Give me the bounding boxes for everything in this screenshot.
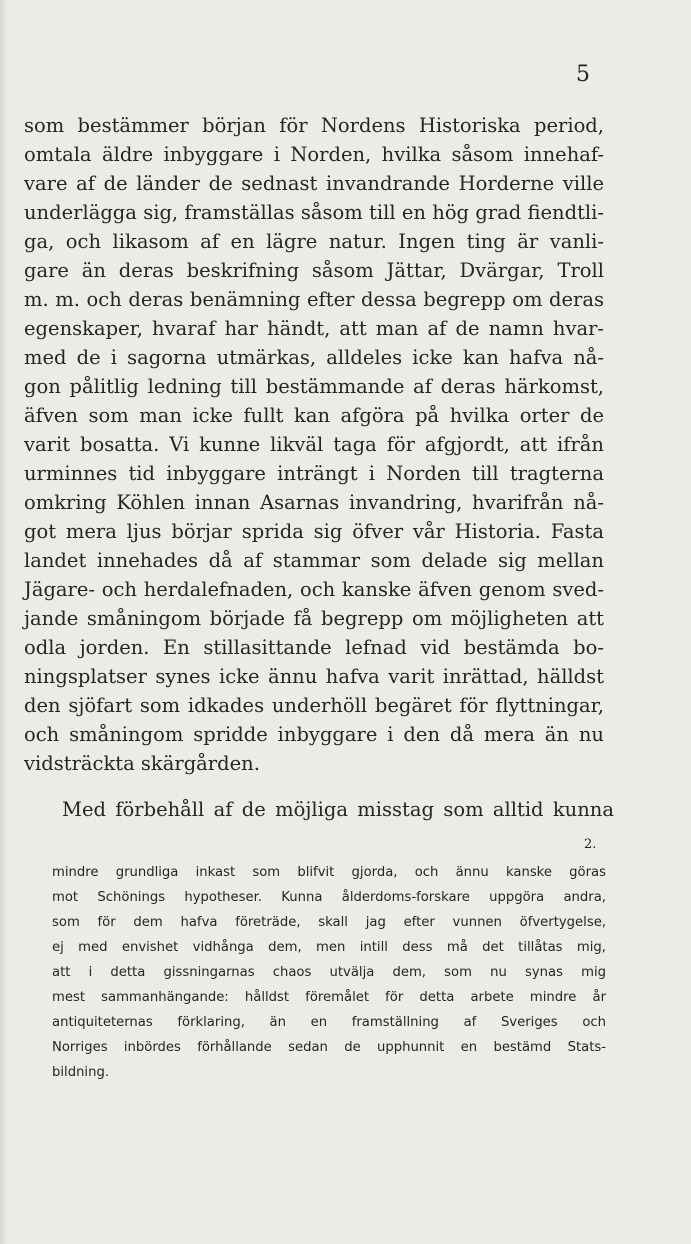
body-line: landet innehades då af stammar som delade sig mellan: [24, 549, 604, 572]
footnote-line: antiquiteternas förklaring, än en framställning af Sveriges och: [52, 1015, 606, 1030]
signature-mark: 2.: [584, 837, 597, 852]
footnote-line: bildning.: [52, 1065, 110, 1080]
body-line: ningsplatser synes icke ännu hafva varit inrättad, hälldst: [24, 665, 604, 688]
body-line: omkring Köhlen innan Asarnas invandring, hvarifrån nå-: [24, 491, 604, 514]
body-line: gare än deras beskrifning såsom Jättar, Dvärgar, Troll: [24, 259, 604, 282]
body-line: Jägare- och herdalefnaden, och kanske äfven genom sved-: [24, 578, 604, 601]
footnote-line: mindre grundliga inkast som blifvit gjorda, och ännu kanske göras: [52, 865, 606, 880]
body-line: och småningom spridde inbyggare i den då mera än nu: [24, 723, 604, 746]
body-line: gon pålitlig ledning till bestämmande af deras härkomst,: [24, 375, 604, 398]
page-number: 5: [576, 62, 590, 87]
body-line: vare af de länder de sednast invandrande Horderne ville: [24, 172, 604, 195]
body-line: som bestämmer början för Nordens Historiska period,: [24, 114, 604, 137]
body-line: underlägga sig, framställas såsom till en hög grad fiendtli-: [24, 201, 604, 224]
footnote-line: ej med envishet vidhånga dem, men intill dess må det tillåtas mig,: [52, 940, 606, 955]
footnote-line: Norriges inbördes förhållande sedan de upphunnit en bestämd Stats-: [52, 1040, 606, 1055]
body-line: den sjöfart som idkades underhöll begäret för flyttningar,: [24, 694, 604, 717]
body-line: jande småningom började få begrepp om möjligheten att: [24, 607, 604, 630]
footnote-line: att i detta gissningarnas chaos utvälja dem, som nu synas mig: [52, 965, 606, 980]
paragraph-opening-line: Med förbehåll af de möjliga misstag som alltid kunna: [62, 798, 614, 821]
body-line: urminnes tid inbyggare inträngt i Norden till tragterna: [24, 462, 604, 485]
body-line: vidsträckta skärgården.: [24, 752, 260, 775]
body-line: odla jorden. En stillasittande lefnad vid bestämda bo-: [24, 636, 604, 659]
body-line: omtala äldre inbyggare i Norden, hvilka såsom innehaf-: [24, 143, 604, 166]
body-line: varit bosatta. Vi kunne likväl taga för afgjordt, att ifrån: [24, 433, 604, 456]
footnote-line: mot Schönings hypotheser. Kunna ålderdoms-forskare uppgöra andra,: [52, 890, 606, 905]
body-line: med de i sagorna utmärkas, alldeles icke kan hafva nå-: [24, 346, 604, 369]
footnote-line: som för dem hafva företräde, skall jag efter vunnen öfvertygelse,: [52, 915, 606, 930]
body-line: äfven som man icke fullt kan afgöra på hvilka orter de: [24, 404, 604, 427]
body-line: ga, och likasom af en lägre natur. Ingen ting är vanli-: [24, 230, 604, 253]
binding-edge: [0, 0, 7, 1244]
body-line: egenskaper, hvaraf har händt, att man af de namn hvar-: [24, 317, 604, 340]
body-line: got mera ljus börjar sprida sig öfver vår Historia. Fasta: [24, 520, 604, 543]
body-line: m. m. och deras benämning efter dessa begrepp om deras: [24, 288, 604, 311]
footnote-line: mest sammanhängande: hålldst föremålet för detta arbete mindre år: [52, 990, 606, 1005]
